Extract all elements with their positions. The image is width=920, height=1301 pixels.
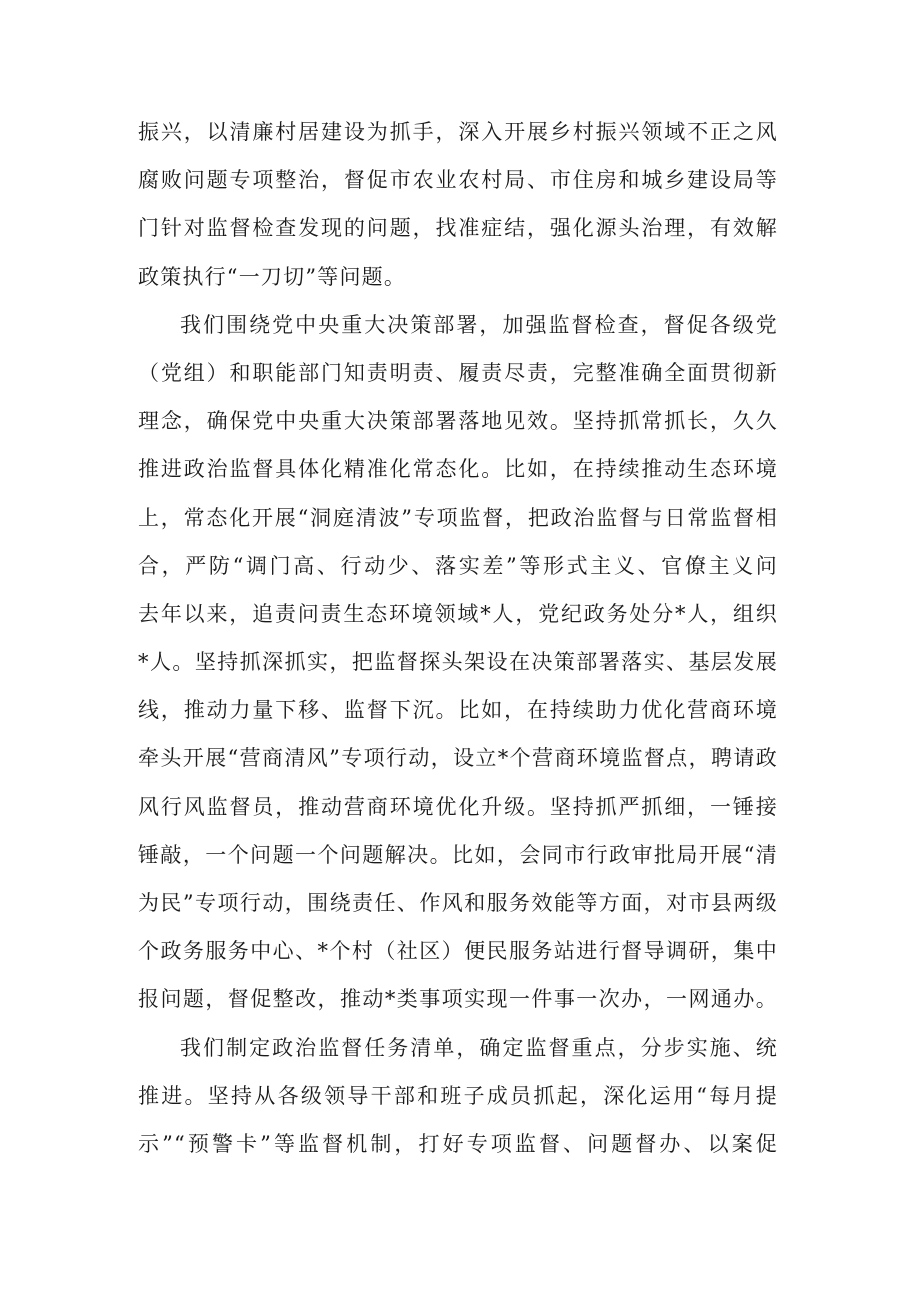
text-line: 理念，确保党中央重大决策部署落地见效。坚持抓常抓长，久久 [138,409,778,434]
text-line: 锤敲，一个问题一个问题解决。比如，会同市行政审批局开展“清 [138,842,778,867]
text-line: 为民”专项行动，围绕责任、作风和服务效能等方面，对市县两级 [138,891,778,915]
text-line: 振兴，以清廉村居建设为抓手，深入开展乡村振兴领域不正之风 [138,120,778,144]
text-line: 去年以来，追责问责生态环境领域*人，党纪政务处分*人，组织 [138,601,778,626]
text-line: 合，严防“调门高、行动少、落实差”等形式主义、官僚主义问 [138,553,778,578]
text-line: 个政务服务中心、*个村（社区）便民服务站进行督导调研，集中 [138,939,778,964]
text-line: 门针对监督检查发现的问题，找准症结，强化源头治理，有效解 [138,216,778,241]
text-line: 风行风监督员，推动营商环境优化升级。坚持抓严抓细，一锤接 [138,794,778,819]
text-line: （党组）和职能部门知责明责、履责尽责，完整准确全面贯彻新 [138,360,778,385]
text-line: *人。坚持抓深抓实，把监督探头架设在决策部署落实、基层发展 [138,650,778,675]
text-line: 腐败问题专项整治，督促市农业农村局、市住房和城乡建设局等 [138,168,778,193]
text-line: 推进政治监督具体化精准化常态化。比如，在持续推动生态环境 [138,457,778,482]
text-line: 线，推动力量下移、监督下沉。比如，在持续助力优化营商环境 [138,698,778,723]
body-text [138,108,778,1168]
text-line: 政策执行“一刀切”等问题。 [138,264,407,289]
text-line: 上，常态化开展“洞庭清波”专项监督，把政治监督与日常监督相 [138,505,778,530]
text-line: 推进。坚持从各级领导干部和班子成员抓起，深化运用“每月提 [138,1083,778,1108]
paragraph-start-line: 我们围绕党中央重大决策部署，加强监督检查，督促各级党 [180,312,778,337]
paragraph-start-line: 我们制定政治监督任务清单，确定监督重点，分步实施、统 [180,1035,778,1060]
text-line: 牵头开展“营商清风”专项行动，设立*个营商环境监督点，聘请政 [138,746,778,771]
text-line: 报问题，督促整改，推动*类事项实现一件事一次办，一网通办。 [138,987,778,1012]
text-line: 示”“预警卡”等监督机制，打好专项监督、问题督办、以案促 [138,1131,778,1156]
